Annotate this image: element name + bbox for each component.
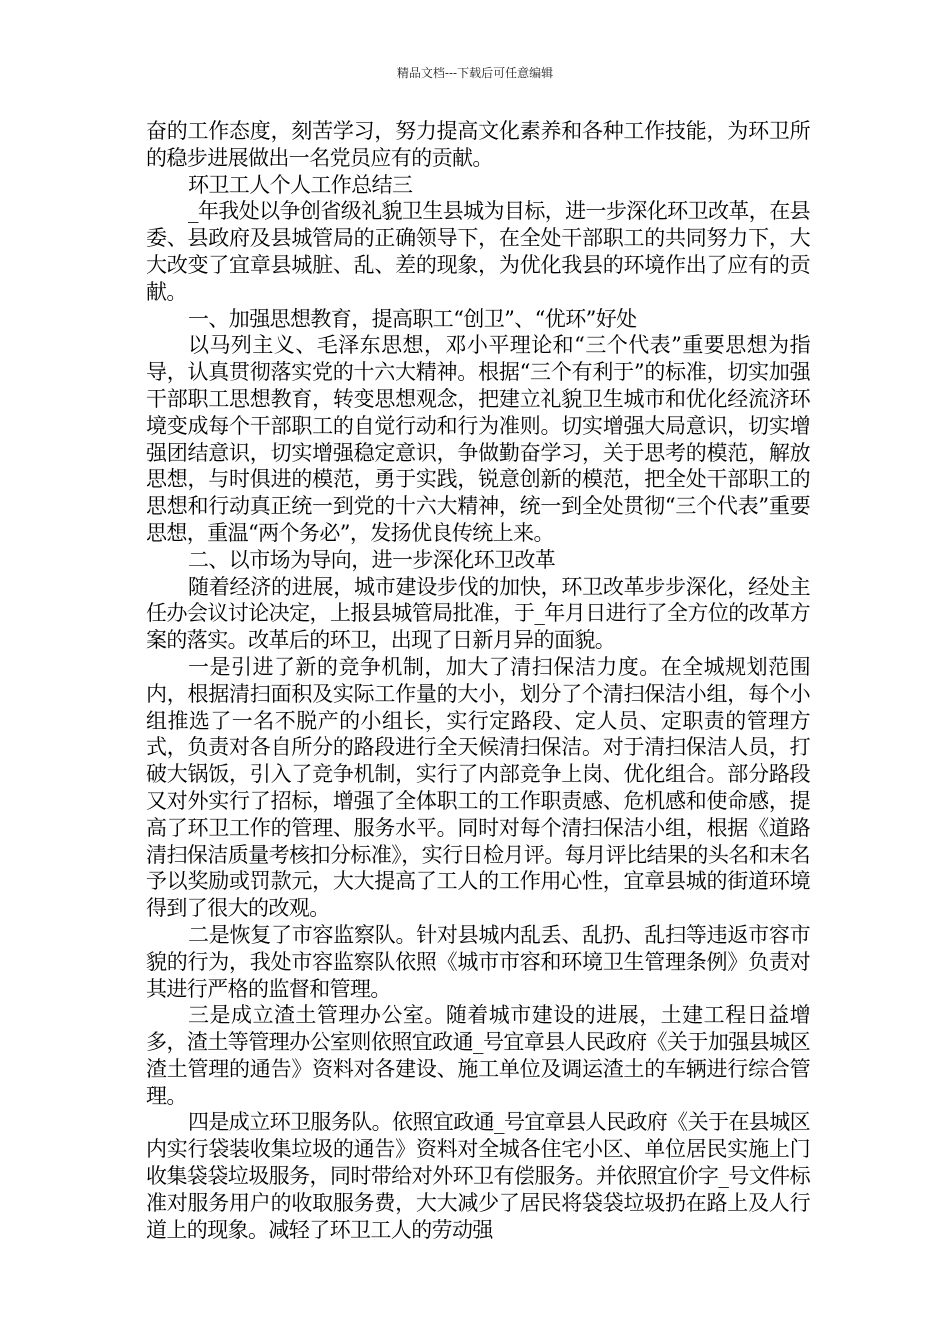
heading-one: 一、加强思想教育，提高职工“创卫”、“优环”好处 xyxy=(188,306,637,331)
document-body xyxy=(146,118,810,1243)
paragraph-reform: 随着经济的进展，城市建设步伐的加快，环卫改革步步深化，经处主任办会议讨论决定，上报县城管局批准，于_年月日进行了全方位的改革方案的落实。改革后的环卫，出现了日新月异的面貌。 xyxy=(146,574,810,653)
section-title: 环卫工人个人工作总结三 xyxy=(188,172,413,197)
paragraph-continuation: 奋的工作态度，刻苦学习，努力提高文化素养和各种工作技能，为环卫所的稳步进展做出一名党员应有的贡献。 xyxy=(146,119,810,170)
paragraph-point-three: 三是成立渣土管理办公室。随着城市建设的进展，土建工程日益增多，渣土等管理办公室则依照宜政通_号宜章县人民政府《关于加强县城区渣土管理的通告》资料对各建设、施工单位及调运渣土的车辆进行综合管理。 xyxy=(146,1003,810,1108)
paragraph-point-one: 一是引进了新的竞争机制，加大了清扫保洁力度。在全城规划范围内，根据清扫面积及实际工作量的大小，划分了个清扫保洁小组，每个小组推选了一名不脱产的小组长，实行定路段、定人员、定职责的管理方式，负责对各自所分的路段进行全天候清扫保洁。对于清扫保洁人员，打破大锅饭，引入了竞争机制，实行了内部竞争上岗、优化组合。部分路段又对外实行了招标，增强了全体职工的工作职责感、危机感和使命感，提高了环卫工作的管理、服务水平。同时对每个清扫保洁小组，根据《道路清扫保洁质量考核扣分标准》，实行日检月评。每月评比结果的头名和末名予以奖励或罚款元，大大提高了工人的工作用心性，宜章县城的街道环境得到了很大的改观。 xyxy=(146,654,810,921)
paragraph-point-two: 二是恢复了市容监察队。针对县城内乱丢、乱扔、乱扫等违返市容市貌的行为，我处市容监察队依照《城市市容和环境卫生管理条例》负责对其进行严格的监督和管理。 xyxy=(146,922,810,1001)
heading-two: 二、以市场为导向，进一步深化环卫改革 xyxy=(188,547,556,572)
paragraph-education: 以马列主义、毛泽东思想，邓小平理论和“三个代表”重要思想为指导，认真贯彻落实党的十六大精神。根据“三个有利于”的标准，切实加强干部职工思想教育，转变思想观念，把建立礼貌卫生城市和优化经流济环境变成每个干部职工的自觉行动和行为准则。切实增强大局意识，切实增强团结意识，切实增强稳定意识，争做勤奋学习，关于思考的模范，解放思想，与时俱进的模范，勇于实践，锐意创新的模范，把全处干部职工的思想和行动真正统一到党的十六大精神，统一到全处贯彻“三个代表”重要思想，重温“两个务必”，发扬优良传统上来。 xyxy=(146,333,810,545)
paragraph-intro: _年我处以争创省级礼貌卫生县城为目标，进一步深化环卫改革，在县委、县政府及县城管局的正确领导下，在全处干部职工的共同努力下，大大改变了宜章县城脏、乱、差的现象，为优化我县的环境作出了应有的贡献。 xyxy=(146,199,810,304)
page-header: 精品文档---下载后可任意编辑 xyxy=(396,66,554,80)
paragraph-point-four: 四是成立环卫服务队。依照宜政通_号宜章县人民政府《关于在县城区内实行袋装收集垃圾的通告》资料对全城各住宅小区、单位居民实施上门收集袋袋垃圾服务，同时带给对外环卫有偿服务。并依照宜价字_号文件标准对服务用户的收取服务费，大大减少了居民将袋袋垃圾扔在路上及人行道上的现象。减轻了环卫工人的劳动强 xyxy=(146,1110,810,1242)
